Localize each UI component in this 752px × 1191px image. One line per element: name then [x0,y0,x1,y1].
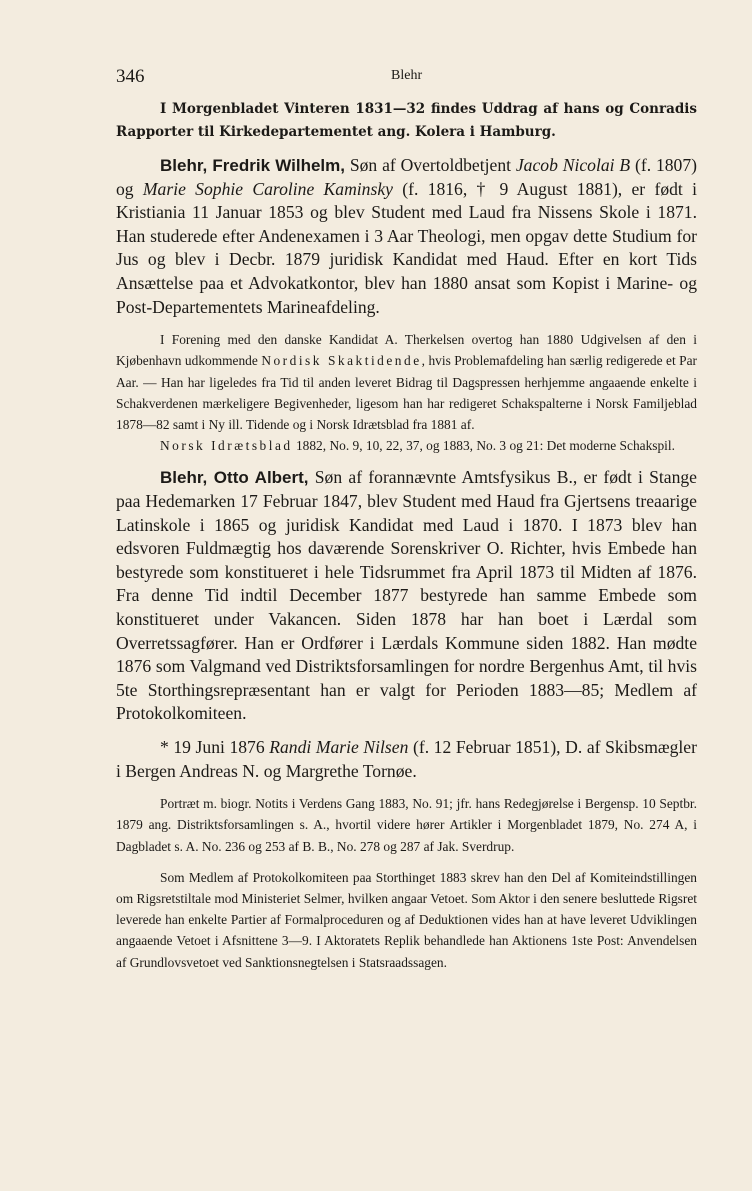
note-paragraph [116,793,697,857]
father-name: Jacob Nicolai B [515,155,631,175]
journal-title: Nordisk Skaktidende [261,353,422,369]
note-text: i Verdens Gang 1883, No. 91; jfr. hans Redegjørelse i Bergensp. 10 Septbr. 1879 ang. Distriktsforsamlingen s. A., hvortil videre hører Artikler i Morgenbladet 1879, No. 274 A, i Dagbladet s. A. No. 236 og 253 af B. B., No. 278 og 287 af Jak. Sverdrup. [116,796,697,854]
note-paragraph: Som Medlem af Protokolkomiteen paa Storthinget 1883 skrev han den Del af Komiteindstillingen om Rigsretstiltale mod Ministeriet Selmer, hvilken angaar Vetoet. Som Aktor i den senere besluttede Rigsret leverede han enkelte Partier af Formalproceduren og af Deduktionen vides han at have leveret Udviklingen angaaende Vetoet i Afsnittene 3—9. I Aktoratets Replik behandlede han Aktionens 1ste Post: Anvendelsen af Grundlovsvetoet ved Sanktionsnegtelsen i Statsraadssagen. [116,869,697,970]
note-paragraph [116,329,697,435]
note-text: , hvis Problemafdeling han særlig redigerede et Par Aar. — Han har ligeledes fra Tid til anden leveret Bidrag til Dagspressen herhjemme angaaende enkelte i Schakverdenen mærkeligere Begivenheder, ligesom han har redigeret Schakspalterne i Norsk Familjeblad 1878—82 samt i Ny ill. Tidende og i Norsk Idrætsblad fra 1881 af. [116,353,697,432]
journal-title: Norsk Idrætsblad [160,438,293,454]
entry-name: Blehr, Fredrik Wilhelm, [160,156,345,175]
entry-otto-albert-blehr [116,466,697,726]
entry-text: Søn af Overtoldbetjent [344,155,516,175]
entry-fredrik-wilhelm-blehr [116,154,697,319]
running-head: Blehr [391,68,423,83]
marriage-text: * 19 Juni 1876 [160,736,270,757]
intro-gothic-text: I Morgenbladet Vinteren 1831—32 findes Uddrag af hans og Conradis Rapporter til Kirkedepartementet ang. Kolera i Hamburg. [116,101,697,140]
note-text: 1882, No. 9, 10, 22, 37, og 1883, No. 3 og 21: Det moderne Schakspil. [292,438,675,454]
entry-text: (f. 1807) og [116,155,698,199]
note-text: I Forening med den danske Kandidat A. Therkelsen overtog han 1880 Udgivelsen af den i Kjøbenhavn udkommende [116,332,697,369]
mother-name: Marie Sophie Caroline Kaminsky [142,178,393,199]
source-title: Portræt m. biogr. Notits [160,796,288,812]
entry-text: Søn af forannævnte Amtsfysikus B., er født i Stange paa Hedemarken 17 Februar 1847, blev Student med Haud fra Gjertsens treaarige Latinskole i 1865 og juridisk Kandidat med Laud i 1870. I 1873 blev han edsvoren Fuldmægtig hos daværende Sorenskriver O. Richter, hvis Embede han bestyrede som konstitueret i hele Tidsrummet fra April 1873 til Midten af 1876. Fra denne Tid indtil December 1877 bestyrede han samme Embede som konstitueret under Vakancen. Siden 1878 har han boet i Lærdal som Overretssagfører. Han er Ordfører i Lærdals Kommune siden 1882. Han mødte 1876 som Valgmand ved Distriktsforsamlingen for nordre Bergenhus Amt, til hvis 5te Storthingsrepræsentant han er valgt for Perioden 1883—85; Medlem af Protokolkomiteen. [116,467,697,724]
entry-name: Blehr, Otto Albert, [160,468,309,488]
page-header [116,66,696,90]
note-paragraph [116,435,697,456]
marriage-paragraph [116,736,697,783]
marriage-text: (f. 12 Februar 1851), D. af Skibsmægler i Bergen Andreas N. og Margrethe Tornøe. [116,736,697,781]
wife-name: Randi Marie Nilsen [269,736,409,757]
page-body [116,98,697,973]
page-number: 346 [116,66,145,87]
entry-text: (f. 1816, † 9 August 1881), er født i Kristiania 11 Januar 1853 og blev Student med Laud fra Nissens Skole i 1871. Han studerede efter Andenexamen i 3 Aar Theologi, men opgav dette Studium for Jus og blev i Decbr. 1879 juridisk Kandidat med Haud. Efter en kort Tids Ansættelse paa et Advokatkontor, blev han 1880 ansat som Kopist i Marine- og Post-Departementets Marineafdeling. [116,178,697,317]
